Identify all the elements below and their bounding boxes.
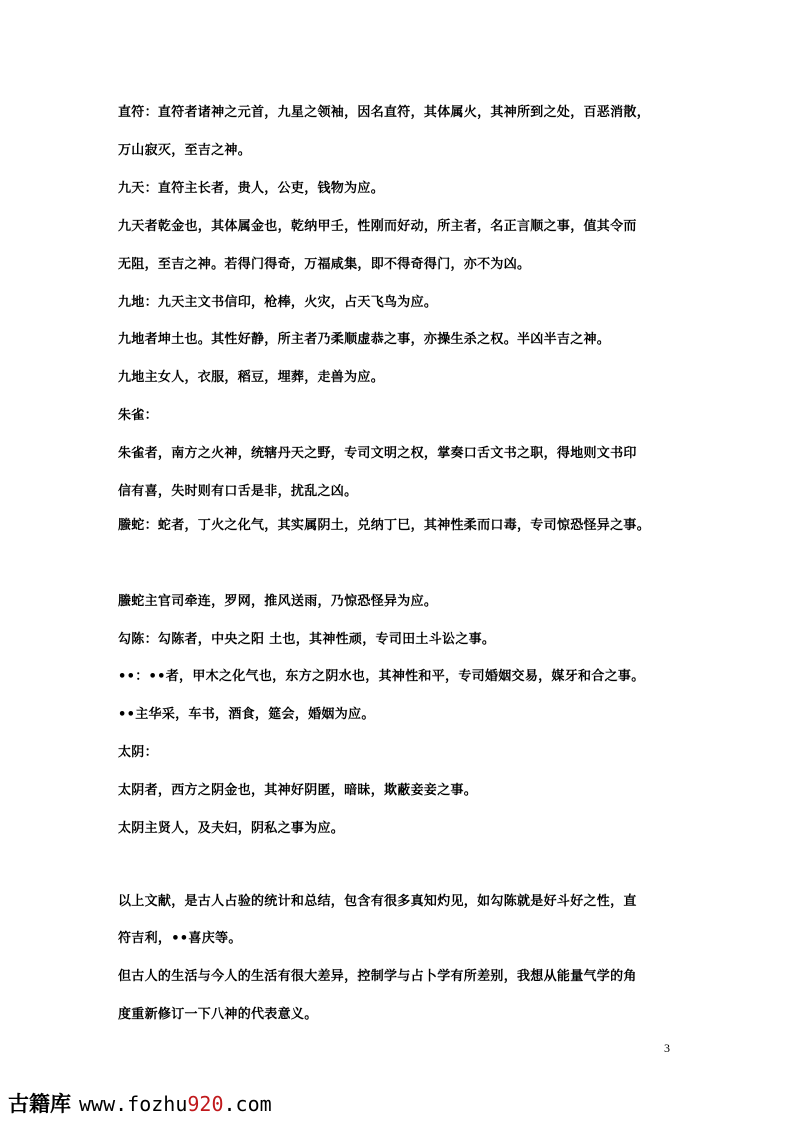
text-line: 太阴者，西方之阴金也，其神好阴匿，暗昧，欺蔽妾妾之事。	[118, 783, 478, 798]
text-line: 度重新修订一下八神的代表意义。	[118, 1007, 318, 1022]
text-line: 九地者坤土也。其性好静，所主者乃柔顺虚恭之事，亦操生杀之权。半凶半吉之神。	[118, 332, 611, 347]
text-line: 以上文献，是古人占验的统计和总结，包含有很多真知灼见，如勾陈就是好斗好之性，直	[118, 894, 637, 909]
text-line: ••主华采，车书，酒食，筵会，婚姻为应。	[118, 707, 375, 722]
text-line: 符吉利，••喜庆等。	[118, 931, 242, 946]
text-line: 万山寂灭，至吉之神。	[118, 143, 252, 158]
text-line: 朱雀者，南方之火神，统辖丹天之野，专司文明之权，掌奏口舌文书之职，得地则文书印	[118, 446, 637, 461]
text-line: 太阴主贤人，及夫妇，阴私之事为应。	[118, 821, 345, 836]
text-line: 九天者乾金也，其体属金也，乾纳甲壬，性刚而好动，所主者，名正言顺之事，值其令而	[118, 219, 637, 234]
text-line: 无阻，至吉之神。若得门得奇，万福咸集，即不得奇得门，亦不为凶。	[118, 257, 531, 272]
text-line: 螣蛇主官司牵连，罗网，推风送雨，乃惊恐怪异为应。	[118, 594, 438, 609]
footer-url-suffix: .com	[223, 1092, 272, 1116]
footer-brand: 古籍库	[8, 1092, 71, 1116]
text-line: 信有喜，失时则有口舌是非，扰乱之凶。	[118, 484, 358, 499]
text-line: 九天：直符主长者，贵人，公吏，钱物为应。	[118, 181, 385, 196]
page-number: 3	[664, 1041, 670, 1055]
text-line: ••：••者，甲木之化气也，东方之阴水也，其神性和平，专司婚姻交易，媒牙和合之事。	[118, 669, 645, 684]
text-line: 勾陈：勾陈者，中央之阳 土也，其神性顽，专司田土斗讼之事。	[118, 632, 496, 647]
text-line: 螣蛇：蛇者，丁火之化气，其实属阴土，兑纳丁巳，其神性柔而口毒，专司惊恐怪异之事。	[118, 518, 651, 533]
text-line: 太阴：	[118, 745, 158, 760]
text-line: 朱雀：	[118, 408, 158, 423]
text-line: 九地主女人，衣服，稻豆，埋葬，走兽为应。	[118, 370, 385, 385]
watermark-footer	[8, 1088, 272, 1114]
text-line: 但古人的生活与今人的生活有很大差异，控制学与占卜学有所差别，我想从能量气学的角	[118, 969, 637, 984]
text-line: 九地：九天主文书信印，枪棒，火灾，占天飞鸟为应。	[118, 295, 438, 310]
text-line: 直符：直符者诸神之元首，九星之领袖，因名直符，其体属火，其神所到之处，百恶消散，	[118, 105, 651, 120]
footer-url-prefix: www.fozhu	[79, 1092, 188, 1116]
footer-url-number: 920	[187, 1092, 224, 1116]
